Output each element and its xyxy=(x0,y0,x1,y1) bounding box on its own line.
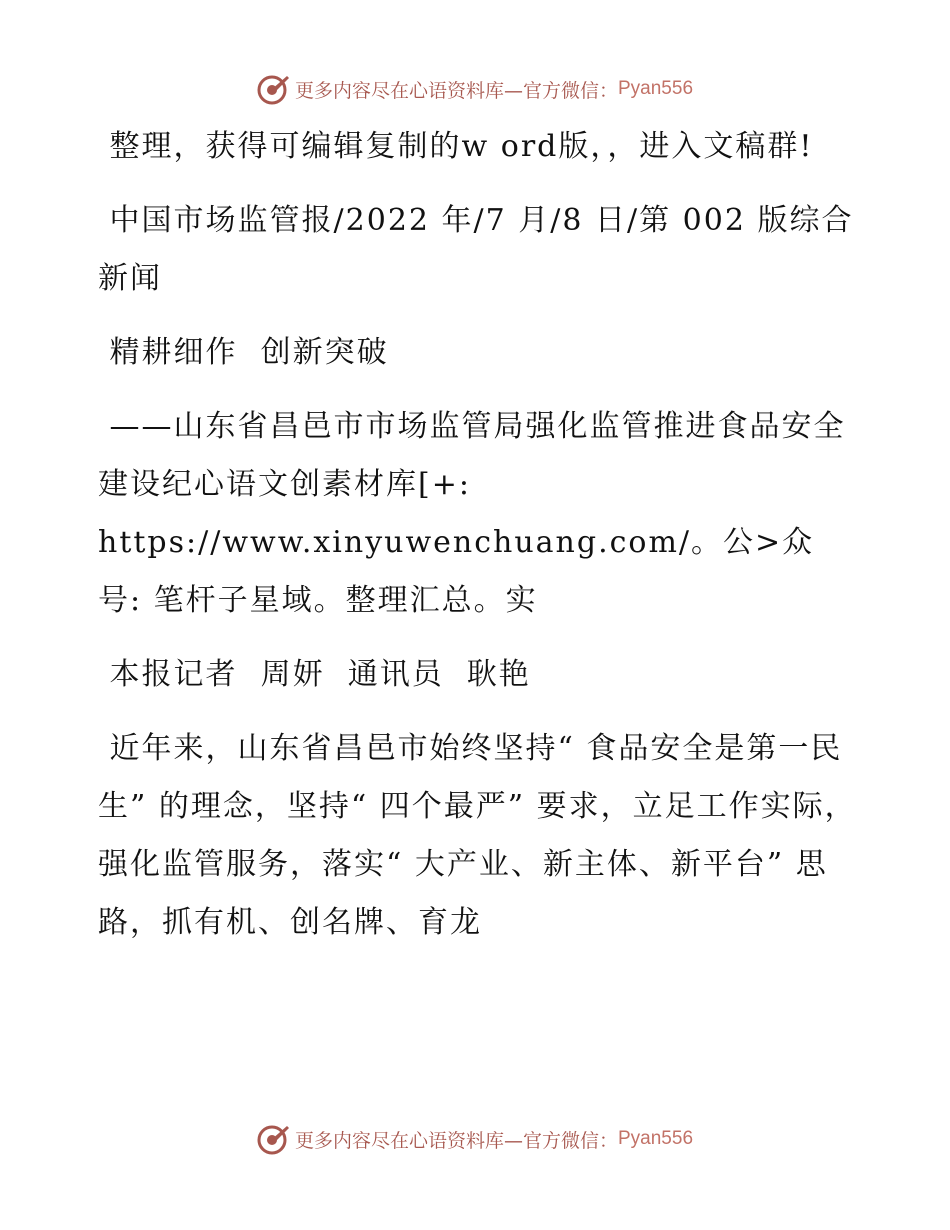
brush-stamp-icon xyxy=(257,1122,291,1156)
article-byline: 本报记者 周妍 通讯员 耿艳 xyxy=(98,657,531,692)
article-subtitle: ——山东省昌邑市市场监管局强化监管推进食品安全建设纪心语文创素材库[+: https://www.xinyuwenchuang.com/。公>众号: 笔杆子星域。整理汇总。实 xyxy=(98,409,846,618)
article-title: 精耕细作 创新突破 xyxy=(98,335,389,370)
paragraph-source: 中国市场监管报/2022 年/7 月/8 日/第 002 版综合新闻 xyxy=(98,203,854,296)
document-body xyxy=(98,118,858,968)
footer-watermark xyxy=(0,1122,950,1156)
paragraph-intro: 整理，获得可编辑复制的w ord版，，进入文稿群! xyxy=(98,129,814,164)
watermark-handle: Pyan556 xyxy=(618,78,694,99)
header-watermark xyxy=(0,72,950,106)
watermark-text: 更多内容尽在心语资料库—官方微信： xyxy=(294,1129,618,1152)
watermark-handle: Pyan556 xyxy=(618,1128,694,1149)
brush-stamp-icon xyxy=(257,72,291,106)
article-body: 近年来，山东省昌邑市始终坚持“ 食品安全是第一民生” 的理念，坚持“ 四个最严” 要求，立足工作实际，强化监管服务，落实“ 大产业、新主体、新平台” 思路，抓有机、创名牌、育龙 xyxy=(98,731,857,940)
watermark-text: 更多内容尽在心语资料库—官方微信： xyxy=(294,79,618,102)
